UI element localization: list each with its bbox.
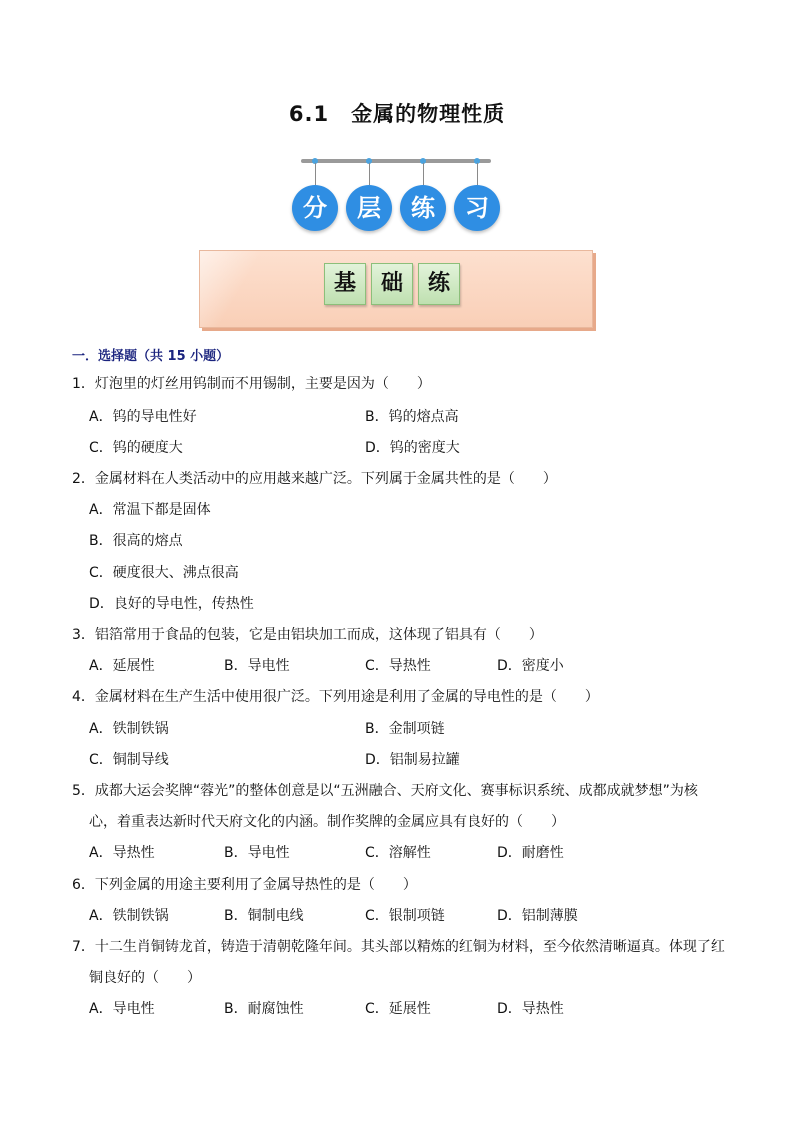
q2-option-b: B．很高的熔点 bbox=[89, 533, 183, 549]
q7-option-b: B．耐腐蚀性 bbox=[224, 1001, 304, 1017]
q7-option-a: A．导电性 bbox=[89, 1001, 155, 1017]
question-5: 5．成都大运会奖牌“蓉光”的整体创意是以“五洲融合、天府文化、赛事标识系统、成都成就梦想”为核 bbox=[72, 783, 698, 799]
q5-option-c: C．溶解性 bbox=[365, 845, 431, 861]
banner-string bbox=[369, 163, 370, 185]
q1-option-c: C．钨的硬度大 bbox=[89, 440, 183, 456]
q3-option-c: C．导热性 bbox=[365, 658, 431, 674]
section-heading: 一．选择题（共 15 小题） bbox=[72, 349, 230, 364]
question-4: 4．金属材料在生产生活中使用很广泛。下列用途是利用了金属的导电性的是（ ） bbox=[72, 689, 599, 705]
question-7: 7．十二生肖铜铸龙首，铸造于清朝乾隆年间。其头部以精炼的红铜为材料，至今依然清晰逼真。体现了红 bbox=[72, 939, 725, 955]
banner-circle-4: 习 bbox=[454, 185, 500, 231]
band-tile-1: 基 bbox=[324, 263, 366, 305]
banner-circle-3: 练 bbox=[400, 185, 446, 231]
q5-option-a: A．导热性 bbox=[89, 845, 155, 861]
q6-option-c: C．银制项链 bbox=[365, 908, 445, 924]
question-3: 3．铝箔常用于食品的包装，它是由铝块加工而成，这体现了铝具有（ ） bbox=[72, 627, 543, 643]
q6-option-d: D．铝制薄膜 bbox=[497, 908, 578, 924]
q6-option-b: B．铜制电线 bbox=[224, 908, 304, 924]
question-2: 2．金属材料在人类活动中的应用越来越广泛。下列属于金属共性的是（ ） bbox=[72, 471, 557, 487]
page-title: 6.1 金属的物理性质 bbox=[288, 102, 506, 126]
banner-string bbox=[315, 163, 316, 185]
q4-option-c: C．铜制导线 bbox=[89, 752, 169, 768]
question-1: 1．灯泡里的灯丝用钨制而不用锡制，主要是因为（ ） bbox=[72, 376, 431, 392]
q1-option-b: B．钨的熔点高 bbox=[365, 409, 459, 425]
q6-option-a: A．铁制铁锅 bbox=[89, 908, 169, 924]
q3-option-d: D．密度小 bbox=[497, 658, 564, 674]
q4-option-b: B．金制项链 bbox=[365, 721, 445, 737]
q7-option-c: C．延展性 bbox=[365, 1001, 431, 1017]
q3-option-a: A．延展性 bbox=[89, 658, 155, 674]
question-5-continuation: 心，着重表达新时代天府文化的内涵。制作奖牌的金属应具有良好的（ ） bbox=[89, 814, 565, 830]
band-tile-2: 础 bbox=[371, 263, 413, 305]
q2-option-a: A．常温下都是固体 bbox=[89, 502, 211, 518]
q1-option-a: A．钨的导电性好 bbox=[89, 409, 197, 425]
q5-option-b: B．导电性 bbox=[224, 845, 290, 861]
q2-option-d: D．良好的导电性，传热性 bbox=[89, 596, 254, 612]
question-6: 6．下列金属的用途主要利用了金属导热性的是（ ） bbox=[72, 877, 417, 893]
question-7-continuation: 铜良好的（ ） bbox=[89, 970, 201, 986]
banner-circle-1: 分 bbox=[292, 185, 338, 231]
q2-option-c: C．硬度很大、沸点很高 bbox=[89, 565, 239, 581]
q3-option-b: B．导电性 bbox=[224, 658, 290, 674]
q4-option-a: A．铁制铁锅 bbox=[89, 721, 169, 737]
q4-option-d: D．铝制易拉罐 bbox=[365, 752, 460, 768]
band-tile-3: 练 bbox=[418, 263, 460, 305]
banner-string bbox=[423, 163, 424, 185]
q5-option-d: D．耐磨性 bbox=[497, 845, 564, 861]
banner-string bbox=[477, 163, 478, 185]
q7-option-d: D．导热性 bbox=[497, 1001, 564, 1017]
banner-circle-2: 层 bbox=[346, 185, 392, 231]
q1-option-d: D．钨的密度大 bbox=[365, 440, 460, 456]
banner-rod bbox=[301, 159, 491, 163]
